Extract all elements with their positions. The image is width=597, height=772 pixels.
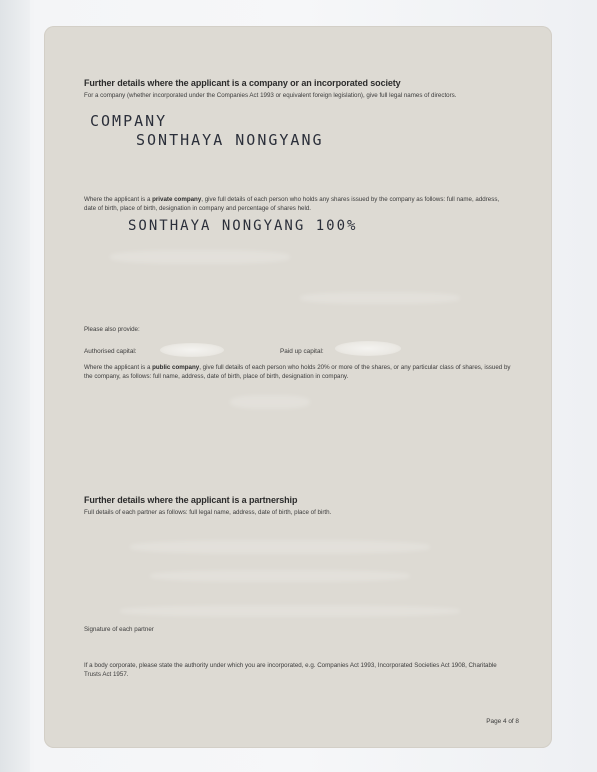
emboss-mark: [230, 395, 310, 409]
handwritten-company: COMPANY: [90, 112, 168, 130]
paid-up-capital-redaction: [335, 341, 401, 356]
paid-up-capital-label: Paid up capital:: [280, 348, 324, 355]
private-text-after: , give full details of each person who holds any shares issued by the company as follows: full name, address, date of birth, place of birth, designation in company and percentage of shares held.: [84, 196, 500, 212]
emboss-mark: [130, 540, 430, 554]
signature-label: Signature of each partner: [84, 626, 154, 633]
emboss-mark: [150, 570, 410, 582]
handwritten-director-name: SONTHAYA NONGYANG: [136, 131, 324, 149]
authorised-capital-label: Authorised capital:: [84, 348, 137, 355]
emboss-mark: [110, 250, 290, 264]
private-company-bold: private company: [152, 196, 202, 203]
public-text-before: Where the applicant is a: [84, 364, 153, 371]
public-company-instructions: [84, 364, 512, 381]
body-corporate-instructions: If a body corporate, please state the authority under which you are incorporated, e.g. Companies Act 1993, Incorporated Societies Act 1908, Charitable Trusts Act 1957.: [84, 662, 497, 678]
emboss-mark: [300, 292, 460, 304]
partnership-heading: Further details where the applicant is a partnership: [84, 495, 298, 505]
public-text-after: , give full details of each person who holds 20% or more of the shares, or any particular class of shares, issued by the company, as follows: full name, address, date of birth, place of birth, designation in company.: [84, 364, 511, 380]
please-provide-label: Please also provide:: [84, 326, 140, 333]
handwritten-shareholder: SONTHAYA NONGYANG 100%: [128, 218, 358, 234]
company-section-heading: Further details where the applicant is a company or an incorporated society: [84, 78, 401, 88]
private-company-instructions: [84, 196, 512, 213]
emboss-mark: [120, 605, 460, 617]
partnership-intro: Full details of each partner as follows: full legal name, address, date of birth, place of birth.: [84, 509, 332, 516]
public-company-bold: public company: [152, 364, 200, 371]
paper-edge: [0, 0, 30, 772]
authorised-capital-redaction: [160, 343, 224, 357]
company-section-intro: For a company (whether incorporated under the Companies Act 1993 or equivalent foreign legislation), give full legal names of directors.: [84, 92, 457, 99]
private-text-before: Where the applicant is a: [84, 196, 153, 203]
page-number: Page 4 of 8: [486, 718, 519, 725]
